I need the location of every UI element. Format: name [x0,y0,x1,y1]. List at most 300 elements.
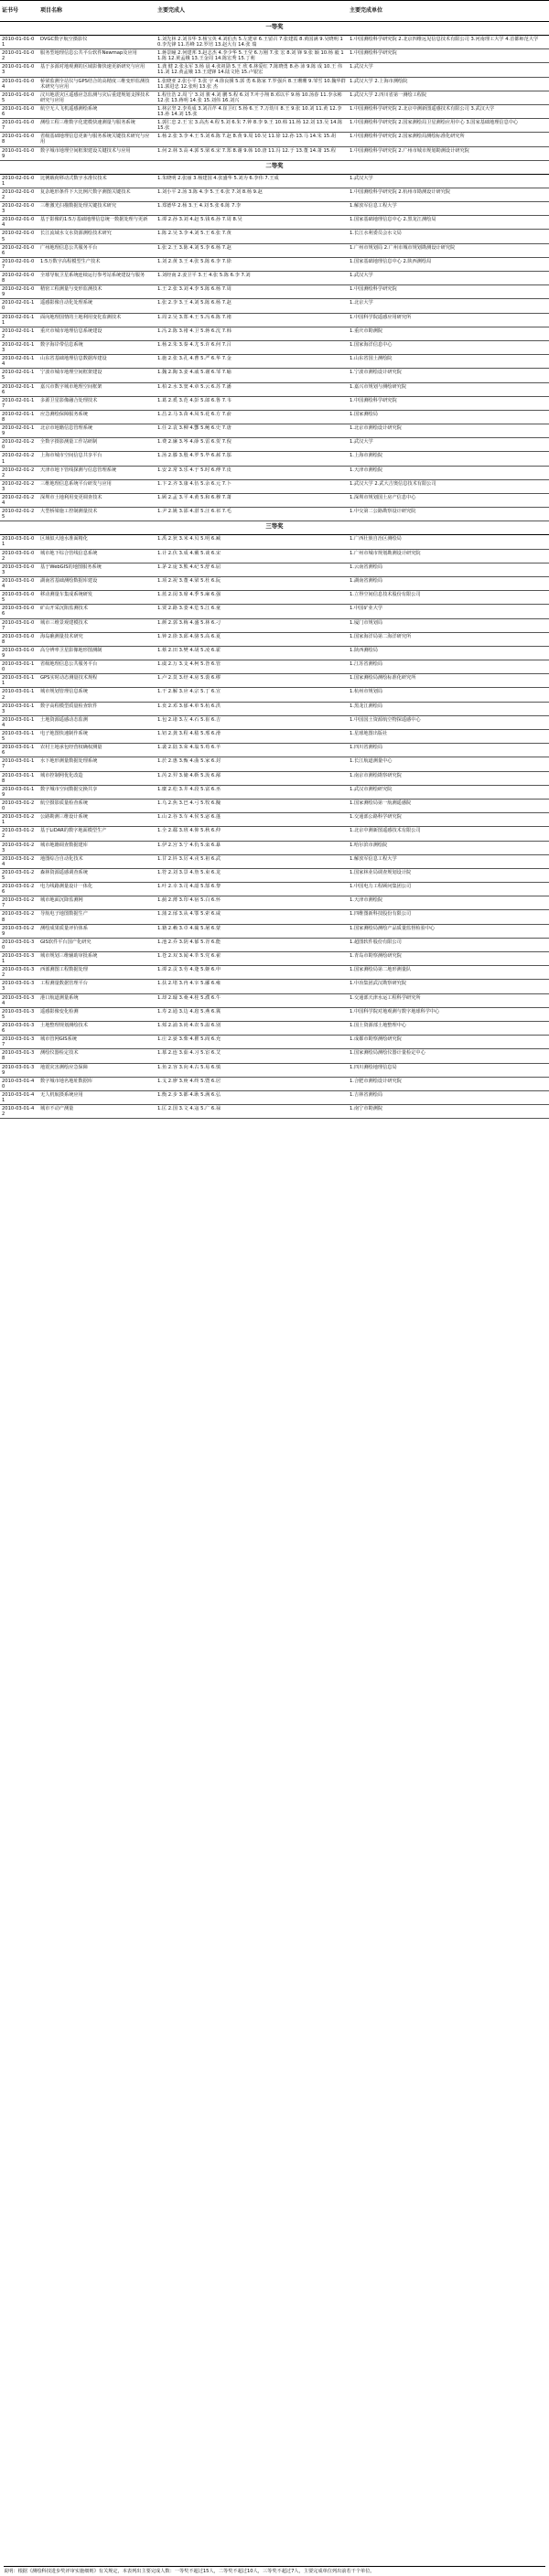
cert-cell: 2010-03-01-10 [0,660,38,674]
table-row [0,924,549,938]
project-name-cell: 测绘成果质量评价体系 [38,924,156,938]
cert-cell: 2010-01-01-03 [0,63,38,77]
project-name-cell: 高分辨率卫星影像地形图测制 [38,646,156,660]
people-cell: 1.干 2.解 3.应 4.宗 5.丁 6.宣 [156,688,348,702]
table-row [0,508,549,521]
project-name-cell: 城市管网GIS系统 [38,1036,156,1049]
project-name-cell: 大型桥梁施工控制测量技术 [38,508,156,521]
table-row [0,841,549,854]
project-name-cell: 基于多源对地观测的区域影像快速更新研究与应用 [38,63,156,77]
units-cell: 1.中国测绘科学研究院 2.广州市城市规划勘测设计研究院 [348,146,549,160]
people-cell: 1.卢 2.莫 3.经 4.房 5.裘 6.缪 [156,674,348,688]
people-cell: 1.钟 2.徐 3.邱 4.骆 5.高 6.夏 [156,632,348,646]
project-name-cell: 航空无人飞机遥感测绘系统 [38,104,156,118]
units-cell: 1.解放军信息工程大学 [348,854,549,868]
units-cell: 1.武汉市测绘研究院 [348,785,549,799]
table-row [0,49,549,63]
cert-cell: 2010-01-01-07 [0,119,38,133]
people-cell: 1.王 2.张 3.刘 4.李 5.陈 6.杨 7.周 [156,285,348,299]
table-row [0,119,549,133]
cert-cell: 2010-03-01-30 [0,938,38,951]
cert-cell: 2010-03-01-23 [0,841,38,854]
people-cell: 1.郭仁忠 2.王 宏 3.高杰 4.程 5.刘 6.朱 7.钟 8.李 9.王 10.韩 11.杨 12.刘 13.吴 14.陈 15.张 [156,119,348,133]
project-name-cell: 农村土地承包经营权确权测量 [38,744,156,757]
cert-cell: 2010-03-01-12 [0,688,38,702]
table-row [0,272,549,285]
people-cell: 1.慕 2.连 3.茹 4.习 5.宦 6.艾 [156,1049,348,1063]
people-cell: 1.钮 2.龚 3.程 4.嵇 5.邢 6.滑 [156,730,348,744]
cert-cell: 2010-03-01-08 [0,632,38,646]
people-cell: 1.任 2.袁 3.柳 4.酆 5.鲍 6.史 7.唐 [156,424,348,438]
units-cell: 1.中国测绘科学研究院 2.国家测绘局测绘标准化研究所 [348,133,549,146]
table-row [0,369,549,382]
table-row [0,1036,549,1049]
cert-cell: 2010-03-01-28 [0,910,38,924]
project-name-cell: 公路勘测三维设计系统 [38,813,156,827]
units-cell: 1.江苏省测绘局 [348,660,549,674]
project-name-cell: GPS实时动态测量技术规程 [38,674,156,688]
cert-cell: 2010-02-01-18 [0,410,38,424]
project-name-cell: 土地资源遥感动态监测 [38,715,156,729]
cert-cell: 2010-02-01-09 [0,285,38,299]
table-row [0,410,549,424]
table-row [0,854,549,868]
table-row [0,632,549,646]
project-name-cell: 电力线路测量设计一体化 [38,883,156,896]
cert-cell: 2010-03-01-06 [0,605,38,618]
table-row [0,910,549,924]
people-cell: 1.全 2.郗 3.班 4.仰 5.秋 6.仲 [156,827,348,841]
people-cell: 1.林宗坚 2.李英成 3.刘召芹 4.崔卫红 5.杨 6.王 7.万幼川 8.王 9.张 10.刘 11.黄 12.李 13.孙 14.刘 15.张 [156,104,348,118]
project-name-cell: 宁波市城市地理空间框架建设 [38,369,156,382]
project-name-cell: 城市地面沉降监测网 [38,896,156,910]
project-name-cell: 测绘仪器检定技术 [38,1049,156,1063]
cert-cell: 2010-02-01-25 [0,508,38,521]
project-name-cell: 多源卫星影像融合处理技术 [38,396,156,410]
people-cell: 1.芮 2.羿 3.储 4.靳 5.汲 6.邴 [156,771,348,785]
cert-cell: 2010-03-01-09 [0,646,38,660]
table-row [0,230,549,243]
table-row [0,313,549,327]
cert-cell: 2010-02-01-19 [0,424,38,438]
units-cell: 1.国家测绘局测绘仪器计量检定中心 [348,1049,549,1063]
units-cell: 1.长江航道测量中心 [348,757,549,771]
awards-table [0,0,549,1119]
people-cell: 1.费 2.廉 3.岑 4.薛 5.雷 6.贺 7.倪 [156,438,348,452]
cert-cell: 2010-03-01-41 [0,1090,38,1104]
people-cell: 1.朱晓明 2.张丽 3.杨建国 4.张盛华 5.刘为 6.李伟 7.王成 [156,174,348,188]
people-cell: 1.裴 2.陆 3.荣 4.翁 5.荀 6.羊 [156,744,348,757]
table-row [0,104,549,118]
project-name-cell: 基于LiDAR的数字地面模型生产 [38,827,156,841]
cert-cell: 2010-02-01-08 [0,272,38,285]
table-row [0,133,549,146]
people-cell: 1.冯 2.陈 3.褚 4.卫 5.蒋 6.沈 7.韩 [156,327,348,340]
project-name-cell: 城市不动产测量 [38,1105,156,1119]
units-cell: 1.深圳市规划国土房产信息中心 [348,494,549,508]
project-name-cell: 森林资源遥感调查系统 [38,868,156,882]
units-cell: 1.中交第二公路勘察设计研究院 [348,508,549,521]
grade-row-third [0,521,549,535]
units-cell: 1.国家测绘局第一航测遥感院 [348,799,549,812]
cert-cell: 2010-02-01-21 [0,452,38,466]
table-row [0,1077,549,1090]
table-row [0,479,549,493]
table-row [0,202,549,216]
people-cell: 1.昌 2.马 3.苗 4.凤 5.花 6.方 7.俞 [156,410,348,424]
project-name-cell: 精密工程测量与变形监测技术 [38,285,156,299]
cert-cell: 2010-02-01-24 [0,494,38,508]
cert-cell: 2010-03-01-15 [0,730,38,744]
table-row [0,535,549,549]
cert-cell: 2010-01-01-04 [0,77,38,91]
project-name-cell: 城市地下综合管线信息系统 [38,549,156,563]
project-name-cell: 全数字摄影测量工作站研制 [38,438,156,452]
people-cell: 1.张晓亚 2.张小平 3.张 宇 4.徐良骥 5.郭 勇 6.陈家 7.罗强兵 8.王珊珊 9.邹雪 10.魏华群 11.郭进忠 12.张明 13.张 杰 [156,77,348,91]
people-cell: 1.寿 2.通 3.边 4.扈 5.燕 6.冀 [156,1007,348,1021]
units-cell: 1.四维图新科技股份有限公司 [348,910,549,924]
table-row [0,1049,549,1063]
people-cell: 1.衡 2.步 3.都 4.耿 5.满 6.弘 [156,1090,348,1104]
cert-cell: 2010-03-01-24 [0,854,38,868]
cert-cell: 2010-02-01-07 [0,257,38,271]
units-cell: 1.解放军信息工程大学 [348,202,549,216]
cert-cell: 2010-03-01-27 [0,896,38,910]
units-cell: 1.杭州市规划局 [348,688,549,702]
cert-cell: 2010-02-01-17 [0,396,38,410]
cert-cell: 2010-02-01-14 [0,355,38,369]
units-cell: 1.哈尔滨市测绘院 [348,841,549,854]
cert-cell: 2010-03-01-13 [0,702,38,715]
grade-row-second [0,160,549,174]
cert-cell: 2010-03-01-42 [0,1105,38,1119]
project-name-cell: 基于影像的1:5万基础地理信息统一数据处理与更新 [38,216,156,230]
table-header-row [0,1,549,22]
cert-cell: 2010-02-01-16 [0,382,38,396]
units-cell: 1.陕西测绘局 [348,646,549,660]
table-row [0,591,549,605]
units-cell: 1.国家海洋局第二海洋研究所 [348,632,549,646]
people-cell: 1.符 2.刘 3.景 4.詹 5.束 6.龙 [156,868,348,882]
project-name-cell: 数字高程模型质量检查软件 [38,702,156,715]
project-name-cell: 省级地理信息公共服务平台 [38,660,156,674]
cert-cell: 2010-03-01-19 [0,785,38,799]
units-cell: 1.国家基础地理信息中心 2.黑龙江测绘局 [348,216,549,230]
people-cell: 1.安 2.常 3.乐 4.于 5.时 6.傅 7.皮 [156,466,348,479]
project-name-cell: 全球导航卫星系统连续运行参考站系统建设与服务 [38,272,156,285]
grade-label-third: 三等奖 [0,521,549,535]
project-name-cell: 三维激光扫描数据处理关键技术研究 [38,202,156,216]
project-name-cell: 汶川地震灾区遥感应急监测与灾后重建规划支撑技术研究与应用 [38,91,156,104]
units-cell: 1.中国科学院对地观测与数字地球科学中心 [348,1007,549,1021]
project-name-cell: 城市三维景观建模技术 [38,618,156,632]
units-cell: 1.北京市测绘设计研究院 [348,424,549,438]
units-cell: 1.立得空间信息技术股份有限公司 [348,591,549,605]
cert-cell: 2010-03-01-11 [0,674,38,688]
project-name-cell: 遥感影像自动化处理系统 [38,299,156,313]
table-row [0,771,549,785]
cert-cell: 2010-02-01-11 [0,313,38,327]
cert-cell: 2010-03-01-32 [0,966,38,980]
units-cell: 1.云南省测绘局 [348,563,549,576]
cert-cell: 2010-01-01-06 [0,104,38,118]
table-row [0,730,549,744]
units-cell: 1.武汉大学 2.四川省第一测绘工程院 [348,91,549,104]
table-row [0,174,549,188]
people-cell: 1.蒋景瞳 2.何建邦 3.赵志杰 4.李少华 5.王莹 6.万刚 7.张 宏 8.刘 锋 9.张 颖 10.杨 毅 11.陈 12.黄孟娥 13.王金周 14.陈宏秀 15.丁莉 [156,49,348,63]
table-row [0,494,549,508]
table-row [0,216,549,230]
project-name-cell: 湖南省基础测绘数据库建设 [38,576,156,590]
cert-cell: 2010-02-01-15 [0,369,38,382]
table-row [0,757,549,771]
project-name-cell: 复杂地形条件下大比例尺数字测图关键技术 [38,188,156,201]
cert-cell: 2010-03-01-26 [0,883,38,896]
units-cell: 1.国家基础地理信息中心 2.陕西测绘局 [348,257,549,271]
table-row [0,188,549,201]
project-name-cell: 海岛礁测量技术研究 [38,632,156,646]
people-cell: 1.卞 2.齐 3.康 4.伍 5.余 6.元 7.卜 [156,479,348,493]
project-name-cell: 航空摄影质量检查系统 [38,799,156,812]
cert-cell: 2010-02-01-02 [0,188,38,201]
people-cell: 1.贲 2.邓 3.郁 4.单 5.杭 6.洪 [156,702,348,715]
people-cell: 1.山 2.谷 3.车 4.侯 5.宓 6.蓬 [156,813,348,827]
cert-cell: 2010-03-01-01 [0,535,38,549]
project-name-cell: 三维地理信息系统平台研发与应用 [38,479,156,493]
table-row [0,993,549,1007]
units-cell: 1.国家测绘局测绘产品质量监督检验中心 [348,924,549,938]
units-cell: 1.广州市城市规划勘测设计研究院 [348,549,549,563]
people-cell: 1.蔡 2.田 3.樊 4.胡 5.凌 6.霍 [156,646,348,660]
project-name-cell: 导航电子地图数据生产 [38,910,156,924]
units-cell: 1.成都市勘察测绘研究院 [348,1036,549,1049]
table-row [0,868,549,882]
table-row [0,466,549,479]
units-cell: 1.厦门市规划局 [348,618,549,632]
table-row [0,966,549,980]
units-cell: 1.重庆市勘测院 [348,327,549,340]
units-cell: 1.合肥市测绘设计研究院 [348,1077,549,1090]
people-cell: 1.鱼 2.容 3.向 4.古 5.易 6.慎 [156,1063,348,1077]
table-row [0,146,549,160]
units-cell: 1.交通部公路科学研究院 [348,813,549,827]
project-name-cell: 北京市地籍信息管理系统 [38,424,156,438]
units-cell: 1.广州市规划局 2.广州市城市规划勘测设计研究院 [348,243,549,257]
table-row [0,91,549,104]
people-cell: 1.顾 2.孟 3.平 4.黄 5.和 6.穆 7.萧 [156,494,348,508]
table-row [0,452,549,466]
footnote: 说明：根据《测绘科技进步奖评审实施细则》有关规定，本表列出主要完成人数：一等奖不超过15人，二等奖不超过10人，三等奖不超过7人，主要完成单位列出前若干个单位。 [4,2566,545,2574]
project-name-cell: 城市地籍调查数据建库 [38,841,156,854]
units-cell: 1.四川省测绘局 [348,744,549,757]
table-row [0,715,549,729]
people-cell: 1.刘 2.黄 3.王 4.张 5.陈 6.李 7.徐 [156,257,348,271]
cert-cell: 2010-02-01-05 [0,230,38,243]
units-cell: 1.青岛市勘察测绘研究院 [348,952,549,966]
table-row [0,702,549,715]
project-name-cell: 面向地理国情的土地利用变化监测技术 [38,313,156,327]
units-cell: 1.交通部天津水运工程科学研究所 [348,993,549,1007]
people-cell: 1.杨 2.朱 3.秦 4.尤 5.许 6.何 7.吕 [156,340,348,354]
table-row [0,952,549,966]
table-row [0,355,549,369]
people-cell: 1.籍 2.赖 3.卓 4.蔺 5.屠 6.蒙 [156,924,348,938]
project-name-cell: 基于WebGIS的地图服务系统 [38,563,156,576]
people-cell: 1.叶 2.幸 3.司 4.韶 5.郜 6.黎 [156,883,348,896]
project-name-cell: GIS软件平台国产化研究 [38,938,156,951]
table-row [0,688,549,702]
cert-cell: 2010-02-01-04 [0,216,38,230]
project-name-cell: 重庆市城市地理信息系统建设 [38,327,156,340]
project-name-cell: 无人机航摄系统应用 [38,1090,156,1104]
people-cell: 1.伊 2.宫 3.宁 4.仇 5.栾 6.暴 [156,841,348,854]
units-cell: 1.星球地图出版社 [348,730,549,744]
project-name-cell: DVGC数字航空摄影仪 [38,36,156,49]
table-row [0,938,549,951]
people-cell: 1.计 2.伏 3.成 4.戴 5.谈 6.宋 [156,549,348,563]
units-cell: 1.武汉大学 [348,63,549,77]
people-cell: 1.魏 2.陶 3.姜 4.戚 5.谢 6.邹 7.喻 [156,369,348,382]
people-cell: 1.何 2.林 3.高 4.郭 5.梁 6.宋 7.郑 8.谢 9.韩 10.唐 11.冯 12.于 13.董 14.萧 15.程 [156,146,348,160]
table-row [0,785,549,799]
cert-cell: 2010-03-01-22 [0,827,38,841]
cert-cell: 2010-03-01-05 [0,591,38,605]
header-units: 主要完成单位 [348,1,549,22]
project-name-cell: 土地整理规划测绘技术 [38,1021,156,1035]
project-name-cell: 西部测图工程数据处理 [38,966,156,980]
project-name-cell: 广州地理信息公共服务平台 [38,243,156,257]
people-cell: 1.扶 2.堵 3.冉 4.宰 5.郦 6.雍 [156,980,348,993]
cert-cell: 2010-03-01-37 [0,1036,38,1049]
table-row [0,883,549,896]
units-cell: 1.南京市测绘勘察研究院 [348,771,549,785]
table-row [0,980,549,993]
awards-body [0,22,549,1119]
units-cell: 1.国家测绘局测绘标准化研究所 [348,674,549,688]
table-row [0,396,549,410]
units-cell: 1.国家林业局调查规划设计院 [348,868,549,882]
table-row [0,1090,549,1104]
cert-cell: 2010-02-01-20 [0,438,38,452]
cert-cell: 2010-03-01-07 [0,618,38,632]
units-cell: 1.上海市测绘院 [348,452,549,466]
people-cell: 1.谭 2.孙 3.刘 4.赵 5.钱 6.孙 7.周 8.吴 [156,216,348,230]
project-name-cell: 矿山开采沉陷监测技术 [38,605,156,618]
table-row [0,257,549,271]
table-row [0,1105,549,1119]
table-row [0,576,549,590]
people-cell: 1.郏 2.浦 3.尚 4.农 5.温 6.别 [156,1021,348,1035]
people-cell: 1.蓝 2.闵 3.席 4.季 5.麻 6.强 [156,591,348,605]
cert-cell: 2010-02-01-12 [0,327,38,340]
units-cell: 1.中冶集团武汉勘察研究院 [348,980,549,993]
units-cell: 1.武汉大学 2.武大吉奥信息技术有限公司 [348,479,549,493]
project-name-cell: 城市规划管理信息系统 [38,688,156,702]
table-row [0,605,549,618]
table-row [0,327,549,340]
table-row [0,424,549,438]
people-cell: 1.陈 2.吴 3.李 4.刘 5.王 6.张 7.黄 [156,230,348,243]
cert-cell: 2010-02-01-10 [0,299,38,313]
units-cell: 1.长江水利委员会水文局 [348,230,549,243]
cert-cell: 2010-01-01-02 [0,49,38,63]
cert-cell: 2010-03-01-36 [0,1021,38,1035]
project-name-cell: 比例载荷移动式数字水准仪技术 [38,174,156,188]
people-cell: 1.庄 2.晏 3.柴 4.瞿 5.阎 6.充 [156,1036,348,1049]
table-row [0,827,549,841]
cert-cell: 2010-01-01-05 [0,91,38,104]
people-cell: 1.乌 2.焦 3.巴 4.弓 5.牧 6.隗 [156,799,348,812]
project-name-cell: 上海市城市空间信息共享平台 [38,452,156,466]
units-cell: 1.超图软件股份有限公司 [348,938,549,951]
cert-cell: 2010-03-01-38 [0,1049,38,1063]
header-people: 主要完成人 [156,1,348,22]
units-cell: 1.湖南省测绘局 [348,576,549,590]
cert-cell: 2010-02-01-22 [0,466,38,479]
grade-label-first: 一等奖 [0,22,549,36]
units-cell: 1.中国测绘科学研究院 [348,396,549,410]
people-cell: 1.甘 2.钭 3.厉 4.戎 5.祖 6.武 [156,854,348,868]
cert-cell: 2010-03-01-02 [0,549,38,563]
units-cell: 1.武汉大学 [348,438,549,452]
units-cell: 1.宁波市测绘设计研究院 [348,369,549,382]
people-cell: 1.柏 2.水 3.窦 4.章 5.云 6.苏 7.潘 [156,382,348,396]
project-name-cell: 1:5万数字高程模型生产技术 [38,257,156,271]
cert-cell: 2010-03-01-03 [0,563,38,576]
table-row [0,618,549,632]
table-row [0,674,549,688]
people-cell: 1.苍 2.双 3.闻 4.莘 5.党 6.翟 [156,952,348,966]
project-name-cell: 山东省基础地理信息数据库建设 [38,355,156,369]
units-cell: 1.中国国土资源航空物探遥感中心 [348,715,549,729]
people-cell: 1.郑德华 2.杨 3.王 4.刘 5.张 6.陈 7.李 [156,202,348,216]
cert-cell: 2010-02-01-01 [0,174,38,188]
grade-row-first [0,22,549,36]
table-row [0,1007,549,1021]
cert-cell: 2010-03-01-34 [0,993,38,1007]
cert-cell: 2010-03-01-18 [0,771,38,785]
table-row [0,438,549,452]
cert-cell: 2010-03-01-04 [0,576,38,590]
project-name-cell: 工程测量数据管理平台 [38,980,156,993]
project-name-cell: 数字海岸带信息系统 [38,340,156,354]
people-cell: 1.包 2.诸 3.左 4.石 5.崔 6.吉 [156,715,348,729]
project-name-cell: 数字城市空间数据交换共享 [38,785,156,799]
units-cell: 1.国家海洋信息中心 [348,340,549,354]
units-cell: 1.中国测绘科学研究院 [348,49,549,63]
units-cell: 1.中国科学院遥感应用研究所 [348,313,549,327]
units-cell: 1.北京大学 [348,299,549,313]
people-cell: 1.戈 2.廖 3.庾 4.终 5.暨 6.居 [156,1077,348,1090]
table-row [0,660,549,674]
table-row [0,340,549,354]
people-cell: 1.於 2.惠 3.甄 4.曲 5.家 6.封 [156,757,348,771]
cert-cell: 2010-01-01-08 [0,133,38,146]
units-cell: 1.吉林省测绘局 [348,1090,549,1104]
cert-cell: 2010-02-01-13 [0,340,38,354]
units-cell: 1.山东省国土测绘院 [348,355,549,369]
project-name-cell: 移动测量车集成系统研发 [38,591,156,605]
people-cell: 1.蓟 2.薄 3.印 4.宿 5.白 6.怀 [156,896,348,910]
project-name-cell: 服务型地理信息公共平台软件Newmap及应用 [38,49,156,63]
table-row [0,563,549,576]
units-cell: 1.中国测绘科学研究院 2.国家测绘局卫星测绘应用中心 3.国家基础地理信息中心 [348,119,549,133]
people-cell: 1.茅 2.庞 3.熊 4.纪 5.舒 6.屈 [156,563,348,576]
units-cell: 1.中国矿业大学 [348,605,549,618]
cert-cell: 2010-03-01-35 [0,1007,38,1021]
project-name-cell: 测绘工程三维数字化建模快速测量与服务系统 [38,119,156,133]
project-name-cell: 电子地图快速制作系统 [38,730,156,744]
